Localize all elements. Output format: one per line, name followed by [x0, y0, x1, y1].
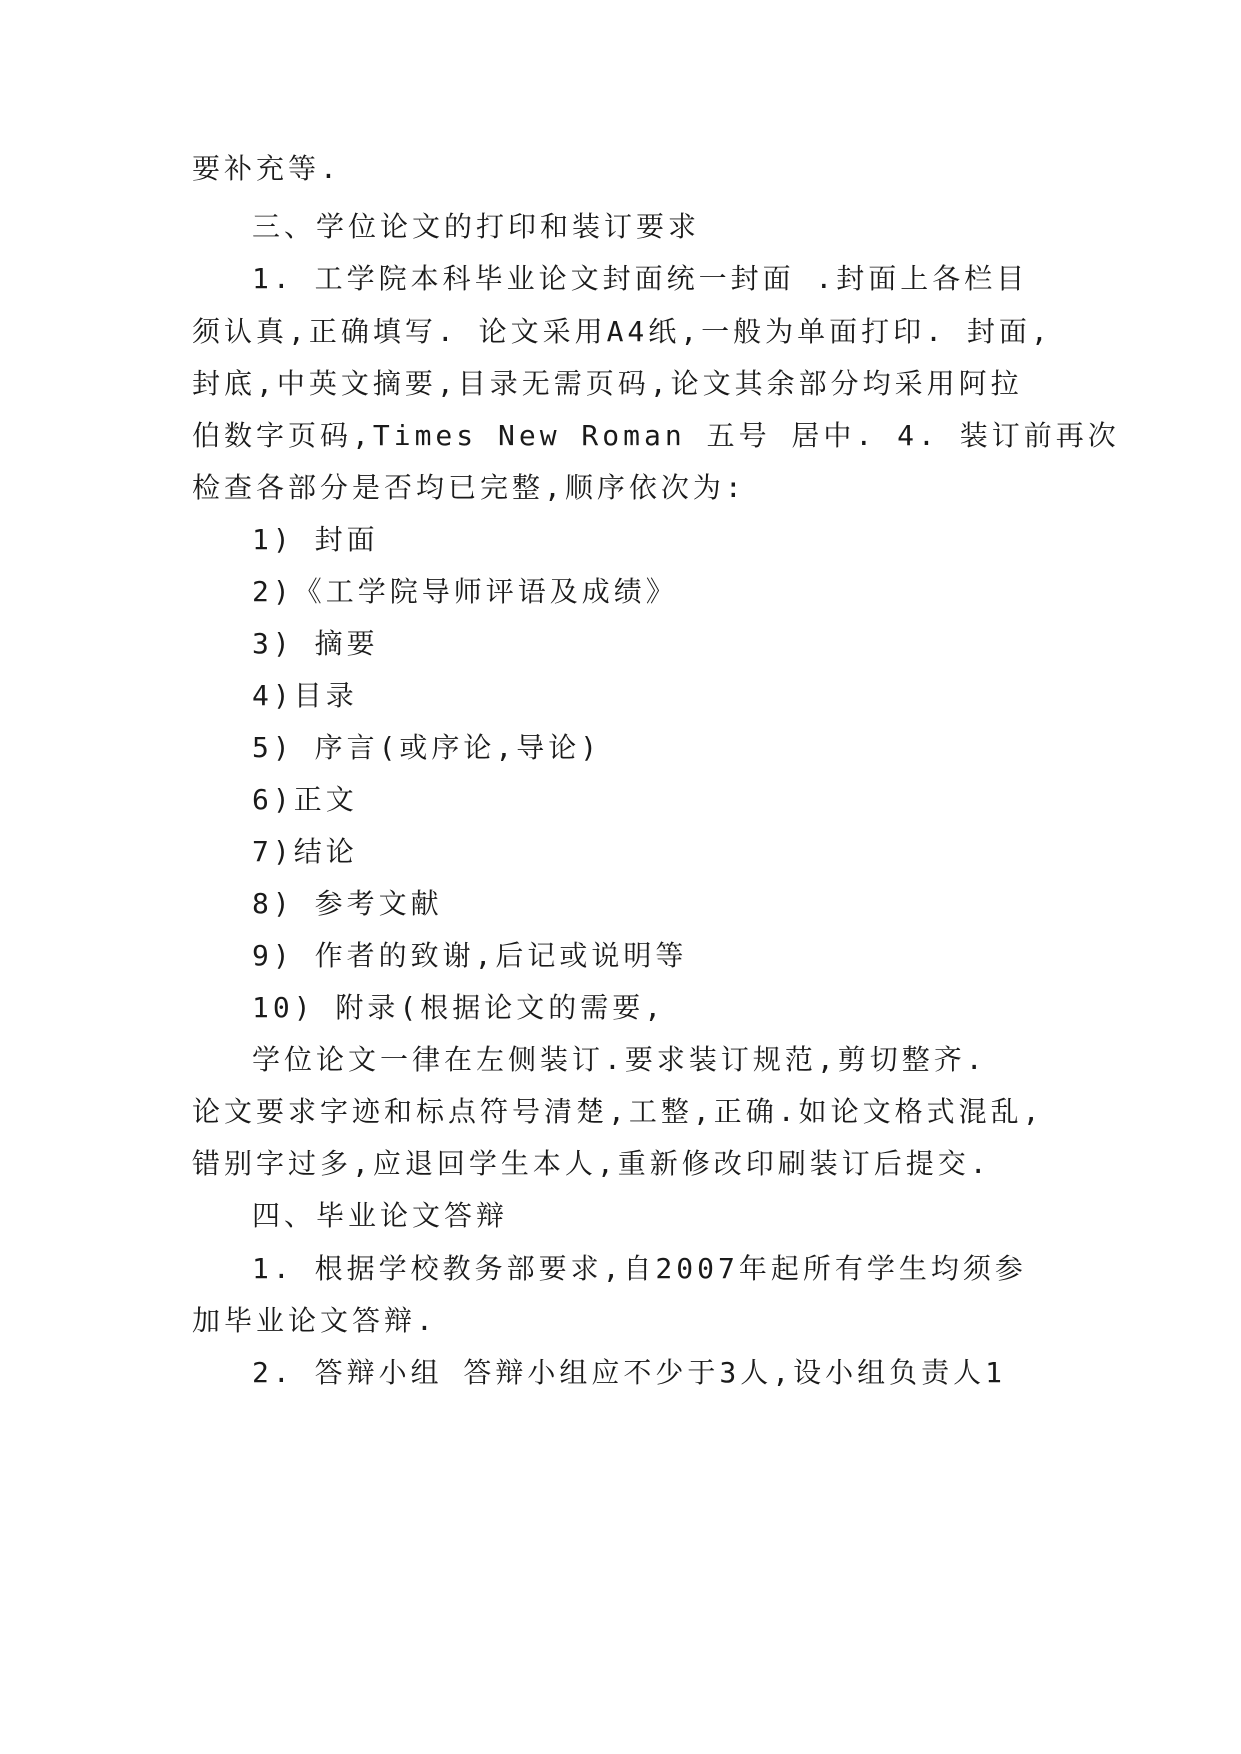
paragraph-line: 错别字过多,应退回学生本人,重新修改印刷装订后提交. [192, 1147, 991, 1180]
list-item: 7)结论 [252, 835, 358, 868]
list-item: 2)《工学院导师评语及成绩》 [252, 575, 678, 608]
section-heading: 三、学位论文的打印和装订要求 [252, 210, 701, 243]
list-item: 3) 摘要 [252, 627, 379, 660]
list-item: 4)目录 [252, 679, 358, 712]
paragraph-line: 1. 根据学校教务部要求,自2007年起所有学生均须参 [252, 1252, 1027, 1285]
list-item: 8) 参考文献 [252, 887, 443, 920]
paragraph-line: 论文要求字迹和标点符号清楚,工整,正确.如论文格式混乱, [192, 1095, 1044, 1128]
paragraph-line: 封底,中英文摘要,目录无需页码,论文其余部分均采用阿拉 [192, 367, 1023, 400]
paragraph-line: 须认真,正确填写. 论文采用A4纸,一般为单面打印. 封面, [192, 315, 1052, 348]
list-item: 1) 封面 [252, 523, 379, 556]
list-item: 5) 序言(或序论,导论) [252, 731, 602, 764]
paragraph-line: 检查各部分是否均已完整,顺序依次为: [192, 471, 746, 504]
list-item: 10) 附录(根据论文的需要, [252, 991, 666, 1024]
section-heading: 四、毕业论文答辩 [252, 1199, 509, 1232]
list-item: 9) 作者的致谢,后记或说明等 [252, 939, 688, 972]
paragraph-line: 1. 工学院本科毕业论文封面统一封面 .封面上各栏目 [252, 262, 1029, 295]
paragraph-line: 学位论文一律在左侧装订.要求装订规范,剪切整齐. [252, 1043, 987, 1076]
list-item: 6)正文 [252, 783, 358, 816]
paragraph-line: 伯数字页码,Times New Roman 五号 居中. 4. 装订前再次 [192, 419, 1120, 452]
paragraph-line: 要补充等. [192, 152, 341, 185]
paragraph-line: 2. 答辩小组 答辩小组应不少于3人,设小组负责人1 [252, 1356, 1007, 1389]
paragraph-line: 加毕业论文答辩. [192, 1304, 437, 1337]
